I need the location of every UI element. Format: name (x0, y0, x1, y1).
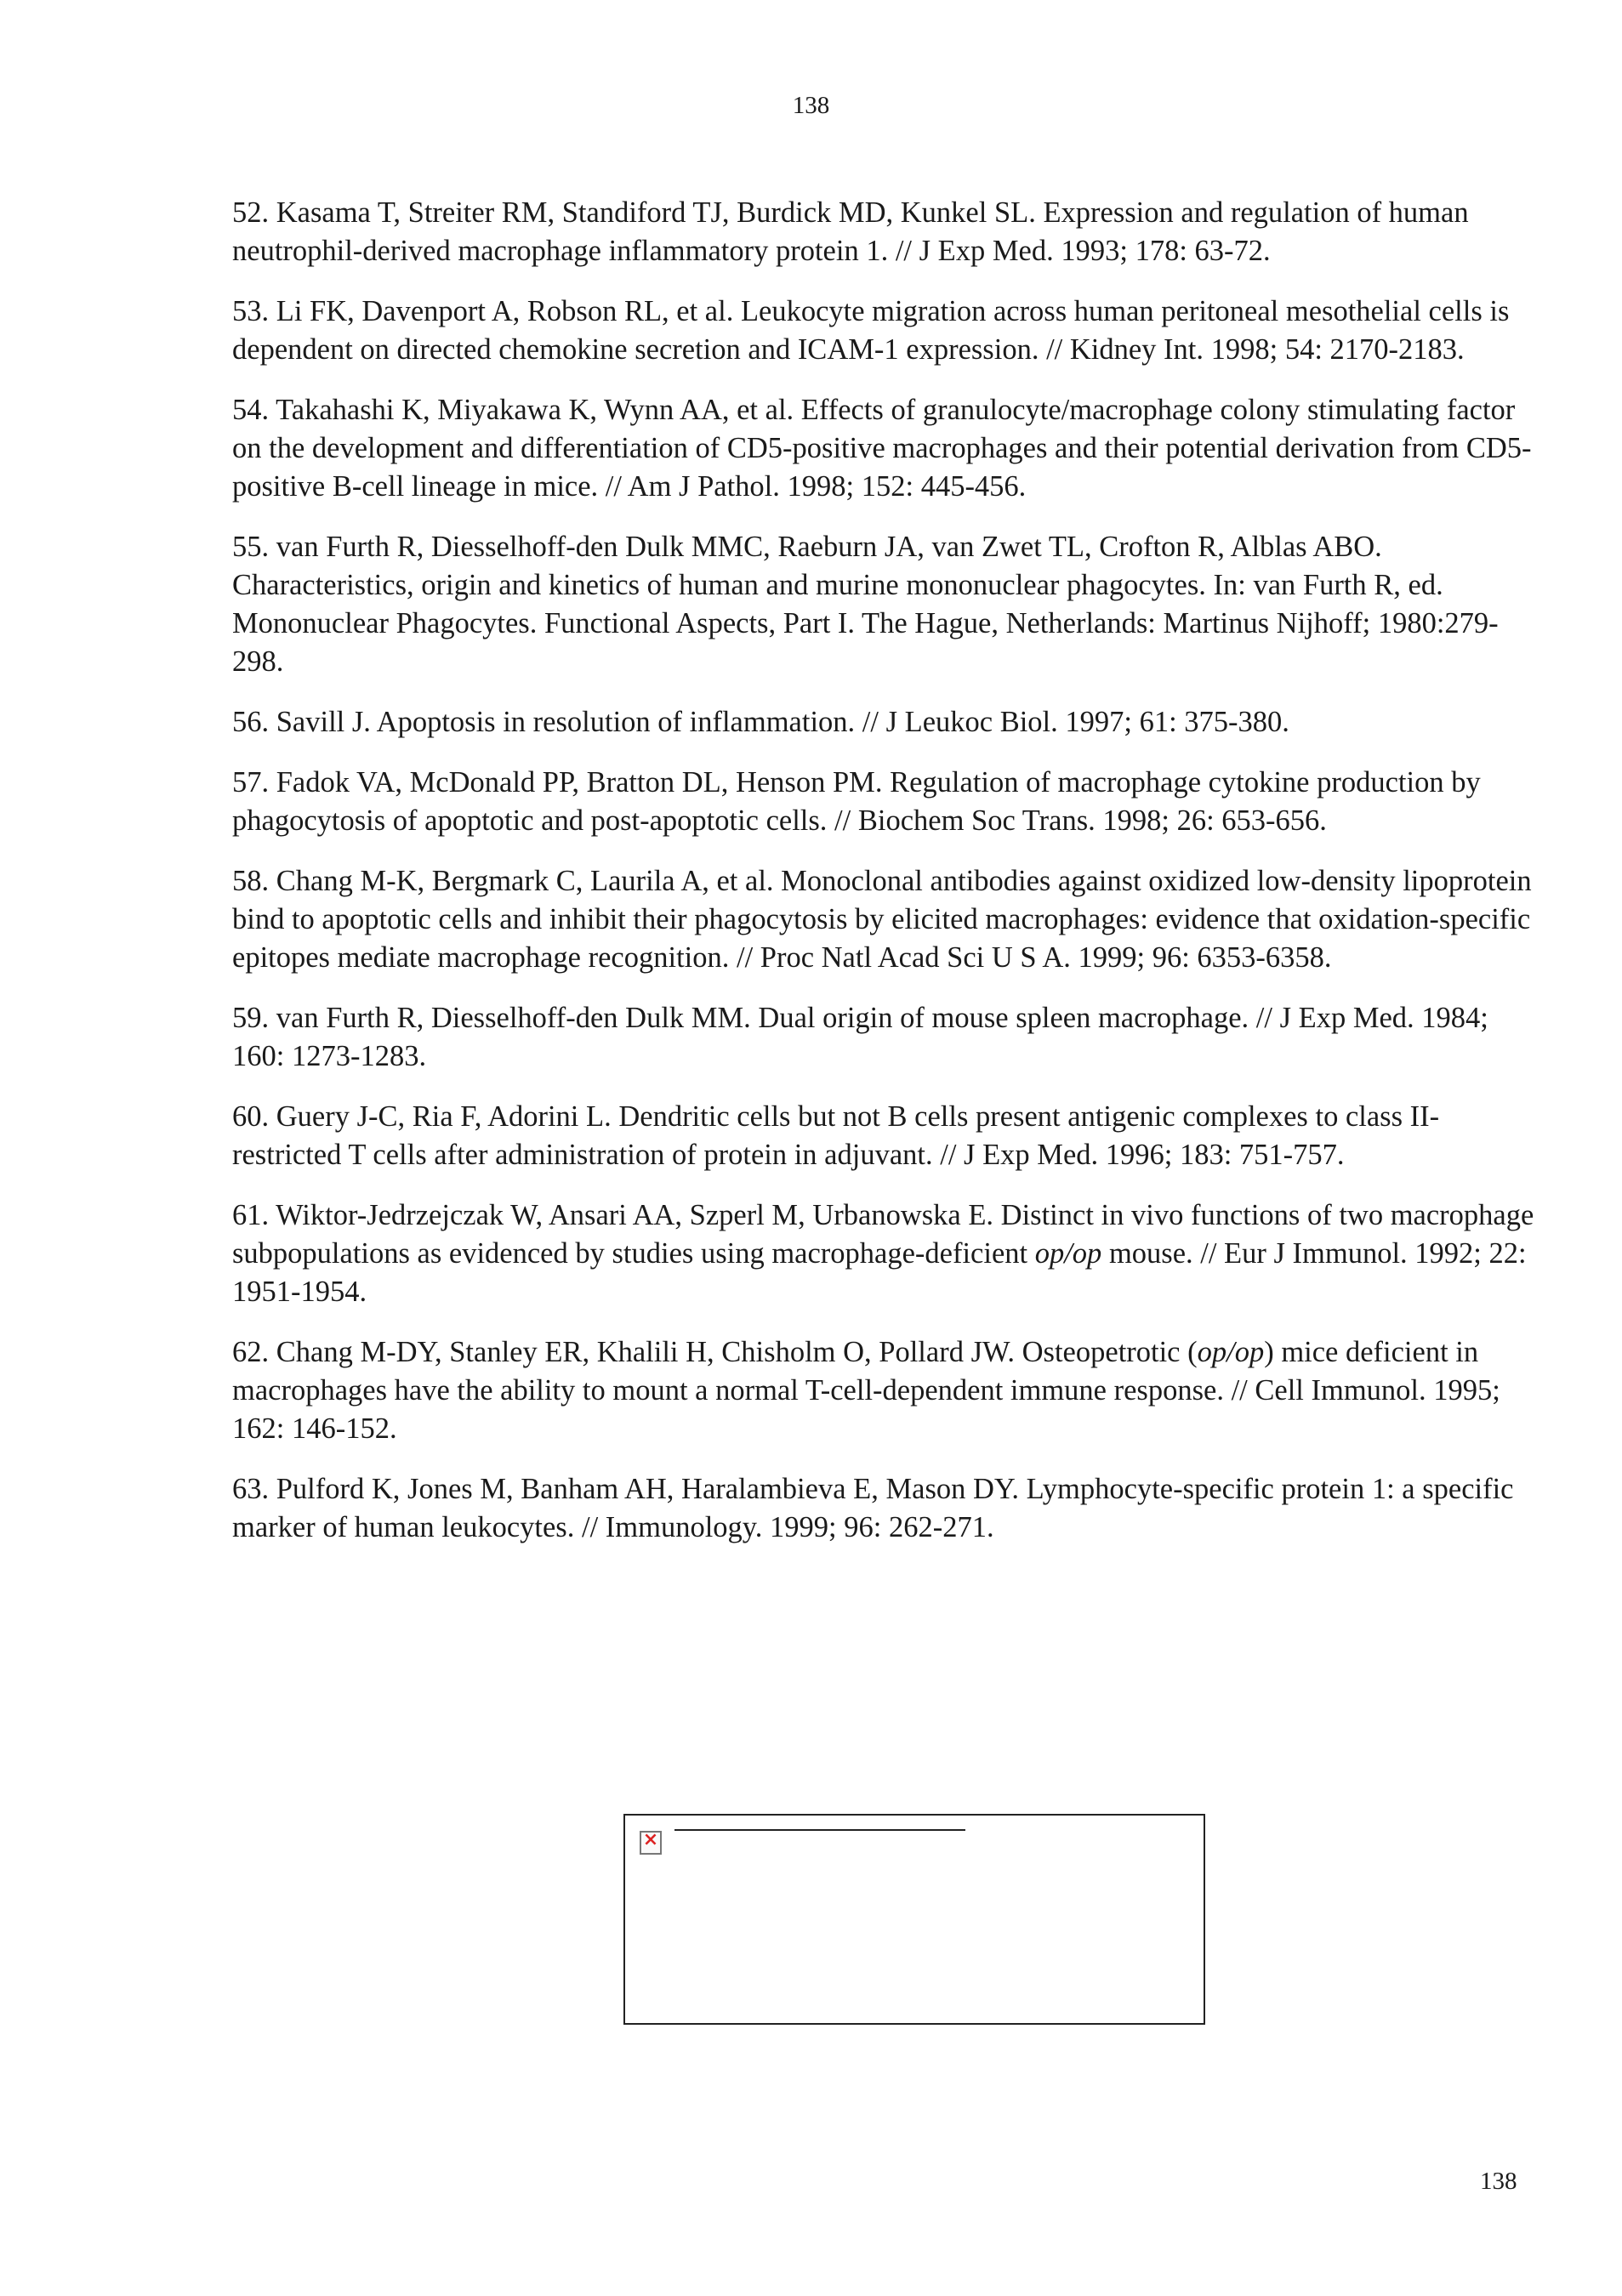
reference-list (232, 194, 1546, 1569)
reference-53: 53. Li FK, Davenport A, Robson RL, et al. Leukocyte migration across human peritoneal mesothelial cells is dependent on directed chemokine secretion and ICAM-1 expression. // Kidney Int. 1998; 54: 2170-2183. (232, 295, 1510, 366)
reference-61-text-after: mouse. // Eur J Immunol. 1992; 22: 1951-1954. (232, 1237, 1527, 1308)
reference-63: 63. Pulford K, Jones M, Banham AH, Haralambieva E, Mason DY. Lymphocyte-specific protein 1: a specific marker of human leukocytes. // Immunology. 1999; 96: 262-271. (232, 1473, 1514, 1543)
reference-61-text-before: 61. Wiktor-Jedrzejczak W, Ansari AA, Szperl M, Urbanowska E. Distinct in vivo functions of two macrophage subpopulations as evidenced by studies using macrophage-deficient (232, 1199, 1534, 1270)
broken-image-icon (640, 1831, 662, 1855)
reference-57: 57. Fadok VA, McDonald PP, Bratton DL, Henson PM. Regulation of macrophage cytokine production by phagocytosis of apoptotic and post-apoptotic cells. // Biochem Soc Trans. 1998; 26: 653-656. (232, 766, 1481, 837)
reference-55: 55. van Furth R, Diesselhoff-den Dulk MMC, Raeburn JA, van Zwet TL, Crofton R, Alblas ABO. Characteristics, origin and kinetics of human and murine mononuclear phagocytes. In: van Furth R, ed. Mononuclear Phagocytes. Functional Aspects, Part I. The Hague, Netherlands: Martinus Nijhoff; 1980:279-298. (232, 531, 1499, 678)
reference-62-text-after: ) mice deficient in macrophages have the ability to mount a normal T-cell-dependent immune response. // Cell Immunol. 1995; 162: 146-152. (232, 1336, 1500, 1445)
reference-61-italic: op/op (1034, 1237, 1102, 1270)
reference-61 (232, 1196, 1546, 1311)
page-number-top: 138 (792, 92, 830, 119)
reference-60: 60. Guery J-C, Ria F, Adorini L. Dendritic cells but not B cells present antigenic complexes to class II-restricted T cells after administration of protein in adjuvant. // J Exp Med. 1996; 183: 751-757. (232, 1100, 1440, 1171)
placeholder-line (674, 1829, 965, 1831)
page-number-bottom: 138 (1480, 2168, 1517, 2195)
reference-62-italic: op/op (1197, 1336, 1265, 1368)
reference-58: 58. Chang M-K, Bergmark C, Laurila A, et al. Monoclonal antibodies against oxidized low-density lipoprotein bind to apoptotic cells and inhibit their phagocytosis by elicited macrophages: evidence that oxidation-specific epitopes mediate macrophage recognition. // Proc Natl Acad Sci U S A. 1999; 96: 6353-6358. (232, 865, 1532, 974)
image-placeholder (623, 1814, 1205, 2025)
reference-59: 59. van Furth R, Diesselhoff-den Dulk MM. Dual origin of mouse spleen macrophage. // J Exp Med. 1984; 160: 1273-1283. (232, 1002, 1488, 1072)
reference-54: 54. Takahashi K, Miyakawa K, Wynn AA, et al. Effects of granulocyte/macrophage colony stimulating factor on the development and differentiation of CD5-positive macrophages and their potential derivation from CD5-positive B-cell lineage in mice. // Am J Pathol. 1998; 152: 445-456. (232, 394, 1532, 503)
reference-56: 56. Savill J. Apoptosis in resolution of inflammation. // J Leukoc Biol. 1997; 61: 375-380. (232, 706, 1289, 738)
reference-62 (232, 1333, 1546, 1448)
reference-62-text-before: 62. Chang M-DY, Stanley ER, Khalili H, Chisholm O, Pollard JW. Osteopetrotic ( (232, 1336, 1198, 1368)
reference-52: 52. Kasama T, Streiter RM, Standiford TJ, Burdick MD, Kunkel SL. Expression and regulation of human neutrophil-derived macrophage inflammatory protein 1. // J Exp Med. 1993; 178: 63-72. (232, 196, 1469, 267)
